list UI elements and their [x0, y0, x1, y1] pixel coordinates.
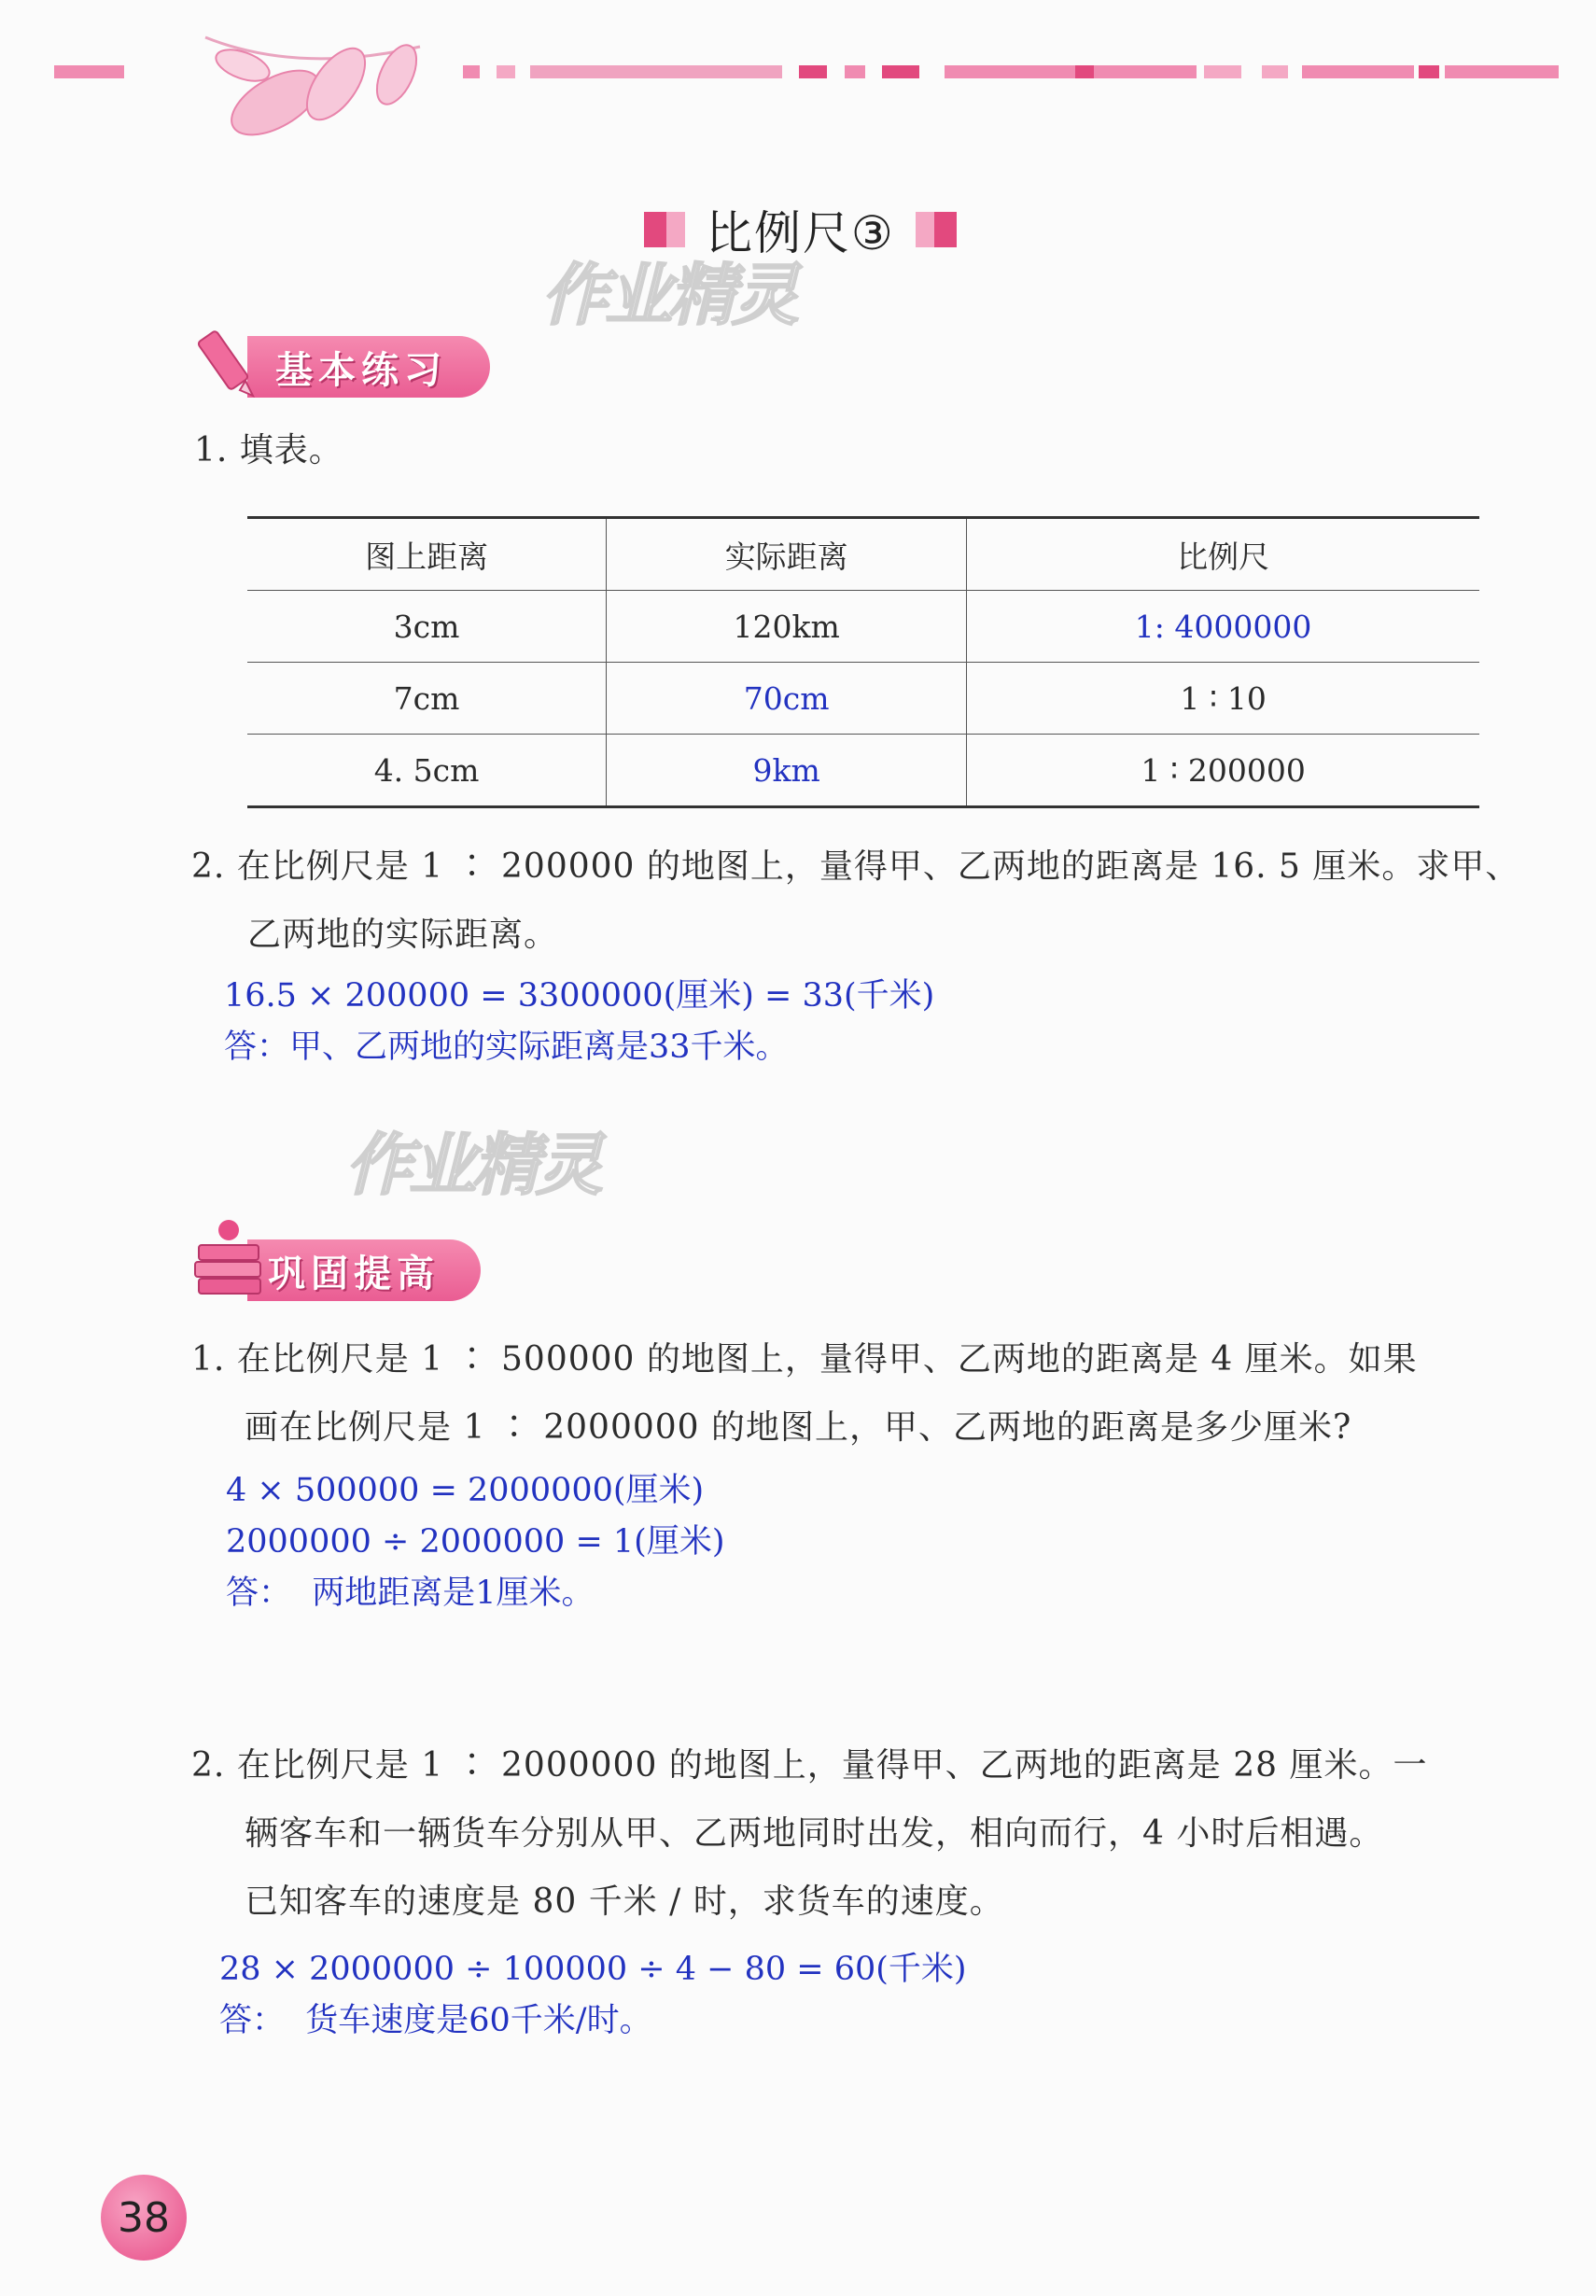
table-header-cell: 实际距离 [607, 518, 967, 591]
deco-band-13 [1419, 65, 1439, 78]
table-cell: 120km [607, 591, 967, 663]
deco-band-14 [1445, 65, 1559, 78]
section-header-label: 巩固提高 [268, 1252, 440, 1295]
basic-q2-line2: 乙两地的实际距离。 [247, 916, 559, 954]
title-marker-right [916, 212, 957, 247]
improve-q2-answer-line: 28 × 2000000 ÷ 100000 ÷ 4 − 80 = 60(千米) [219, 1951, 967, 1988]
improve-q1-answer-line: 2000000 ÷ 2000000 = 1(厘米) [226, 1523, 725, 1561]
deco-band-6 [882, 65, 919, 78]
deco-band-10 [1204, 65, 1241, 78]
deco-band-9 [1094, 65, 1197, 78]
table-row [247, 663, 1479, 735]
deco-band-8 [1075, 65, 1094, 78]
improve-q1-line2: 画在比例尺是 1 ∶ 2000000 的地图上，甲、乙两地的距离是多少厘米? [245, 1408, 1352, 1447]
leaf-decoration-icon [187, 19, 448, 149]
improve-q2-answer-line: 答： 货车速度是60千米/时。 [219, 2002, 652, 2039]
deco-band-3 [530, 65, 782, 78]
watermark: 作业精灵 [345, 1126, 600, 1204]
table-cell-answer: 1: 4000000 [967, 591, 1479, 663]
section-header-basic [247, 336, 490, 398]
fill-table [247, 516, 1479, 808]
deco-band-7 [945, 65, 1075, 78]
improve-q2-line1: 2. 在比例尺是 1 ∶ 2000000 的地图上，量得甲、乙两地的距离是 28 厘米。一 [191, 1746, 1428, 1785]
page-title: 比例尺③ [706, 206, 895, 260]
table-cell: 4. 5cm [247, 735, 607, 807]
improve-q2-line3: 已知客车的速度是 80 千米 / 时，求货车的速度。 [245, 1883, 1004, 1921]
improve-q2-line2: 辆客车和一辆货车分别从甲、乙两地同时出发，相向而行，4 小时后相遇。 [245, 1814, 1384, 1853]
basic-q1-text: 1. 填表。 [194, 431, 343, 469]
basic-q2-line1: 2. 在比例尺是 1 ∶ 200000 的地图上，量得甲、乙两地的距离是 16. 5 厘米。求甲、 [191, 847, 1520, 886]
deco-band-4 [799, 65, 827, 78]
section-header-improve [247, 1239, 481, 1301]
deco-band-1 [463, 65, 480, 78]
page-number: 38 [101, 2175, 187, 2261]
watermark: 作业精灵 [541, 256, 796, 334]
table-header-row [247, 518, 1479, 591]
section-header-label: 基本练习 [275, 348, 447, 392]
table-header-cell: 比例尺 [967, 518, 1479, 591]
table-row [247, 591, 1479, 663]
table-cell: 1 ∶ 200000 [967, 735, 1479, 807]
improve-q1-answer-line: 答： 两地距离是1厘米。 [226, 1575, 595, 1612]
deco-band-left [54, 65, 124, 78]
deco-band-2 [497, 65, 515, 78]
pencil-icon [191, 327, 261, 401]
table-row [247, 735, 1479, 807]
improve-q1-answer-line: 4 × 500000 = 2000000(厘米) [226, 1472, 705, 1509]
basic-q2-answer-line: 16.5 × 200000 = 3300000(厘米) = 33(千米) [224, 977, 935, 1015]
table-cell: 1 ∶ 10 [967, 663, 1479, 735]
table-cell-answer: 70cm [607, 663, 967, 735]
deco-band-11 [1262, 65, 1288, 78]
deco-band-12 [1302, 65, 1414, 78]
books-icon [191, 1211, 266, 1305]
improve-q1-line1: 1. 在比例尺是 1 ∶ 500000 的地图上，量得甲、乙两地的距离是 4 厘米。如果 [191, 1340, 1418, 1379]
table-cell-answer: 9km [607, 735, 967, 807]
deco-band-5 [845, 65, 865, 78]
table-cell: 3cm [247, 591, 607, 663]
basic-q2-answer-line: 答：甲、乙两地的实际距离是33千米。 [224, 1029, 789, 1066]
table-cell: 7cm [247, 663, 607, 735]
table-header-cell: 图上距离 [247, 518, 607, 591]
